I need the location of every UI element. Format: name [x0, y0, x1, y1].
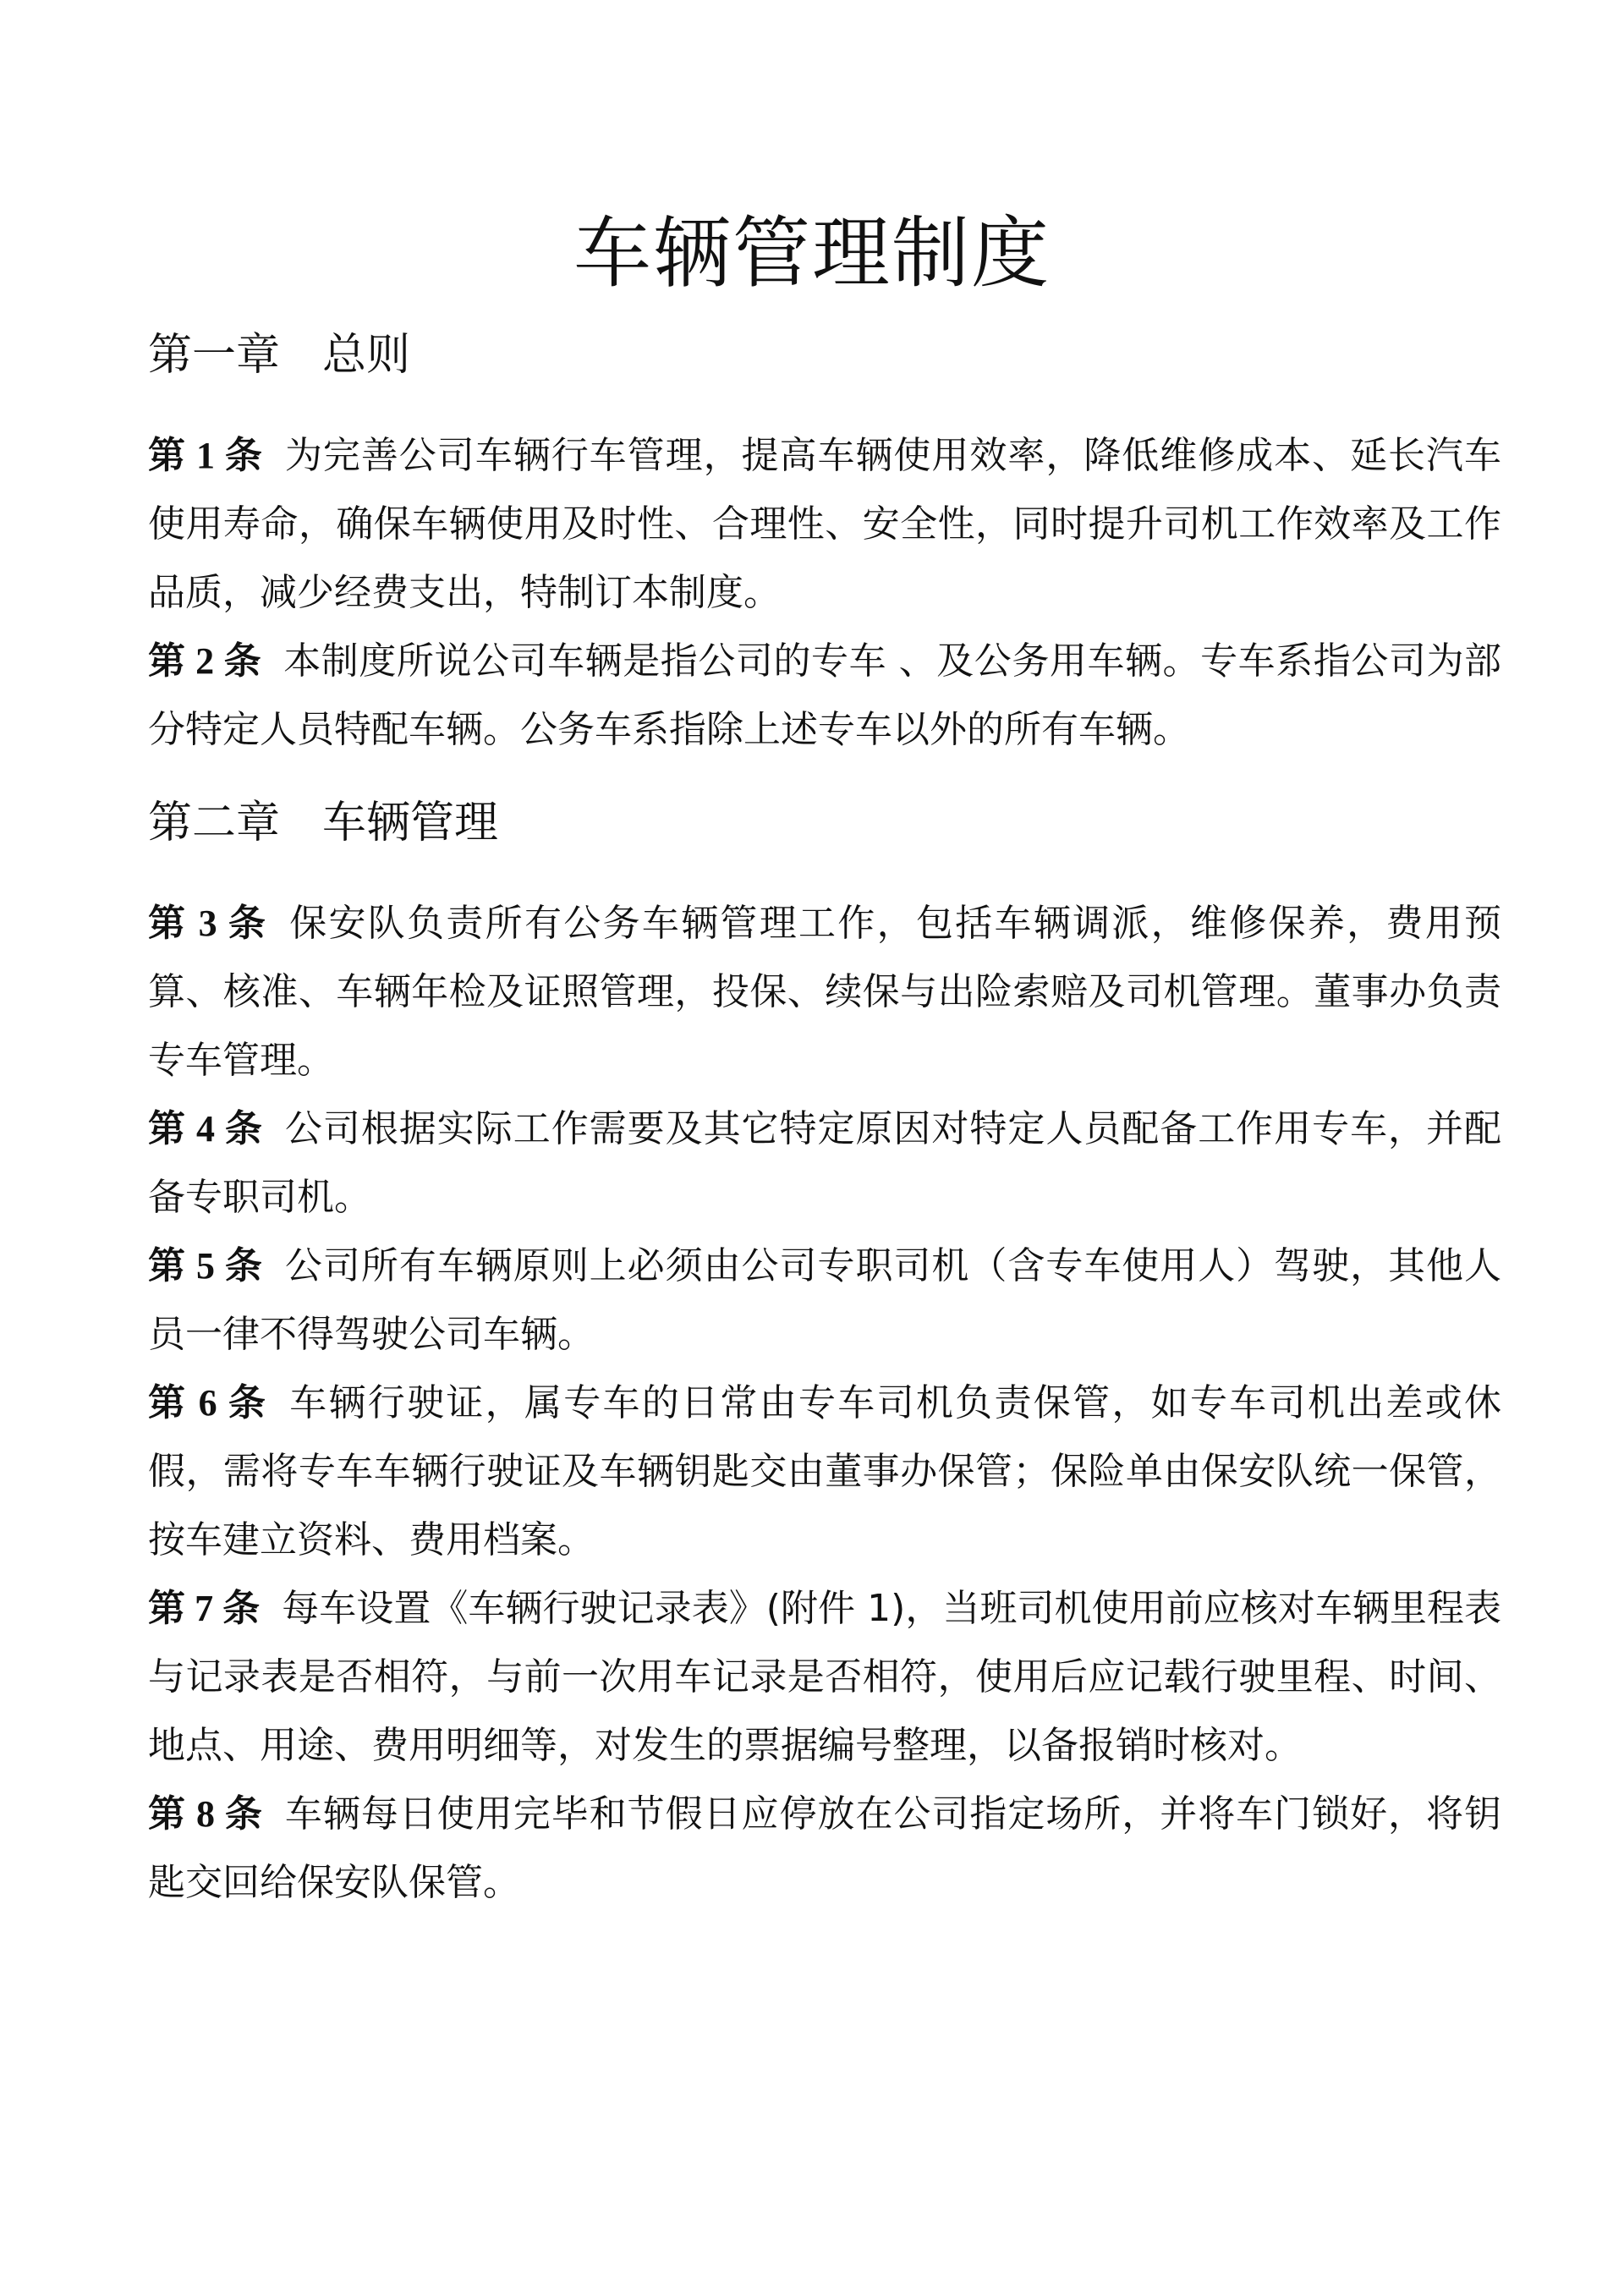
- article-7: [148, 1574, 1501, 1780]
- document-title: 车辆管理制度: [573, 208, 1051, 299]
- article-5: [148, 1232, 1501, 1369]
- article-text: 每车设置《车辆行驶记录表》(附件 1)，当班司机使用前应核对车辆里程表与记录表是否相符，与前一次用车记录是否相符，使用后应记载行驶里程、时间、地点、用途、费用明细等，对发生的票据编号整理，以备报销时核对。: [148, 1587, 1502, 1767]
- article-number: 第 3 条: [148, 903, 268, 944]
- article-text: 车辆行驶证，属专车的日常由专车司机负责保管，如专车司机出差或休假，需将专车车辆行驶证及车辆钥匙交由董事办保管；保险单由保安队统一保管，按车建立资料、费用档案。: [148, 1381, 1502, 1561]
- article-number: 第 4 条: [148, 1108, 263, 1150]
- article-4: [148, 1095, 1501, 1232]
- chapter-heading: [148, 789, 1501, 857]
- chapter-number: 第二章: [148, 798, 281, 848]
- article-text: 车辆每日使用完毕和节假日应停放在公司指定场所，并将车门锁好，将钥匙交回给保安队保管。: [148, 1792, 1502, 1904]
- article-text: 本制度所说公司车辆是指公司的专车 、及公务用车辆。专车系指公司为部分特定人员特配车辆。公务车系指除上述专车以外的所有车辆。: [148, 639, 1502, 751]
- article-number: 第 5 条: [148, 1245, 263, 1287]
- chapter-heading: [148, 321, 1501, 389]
- article-number: 第 8 条: [148, 1793, 263, 1835]
- article-number: 第 6 条: [148, 1382, 268, 1424]
- article-text: 公司根据实际工作需要及其它特定原因对特定人员配备工作用专车，并配备专职司机。: [148, 1107, 1502, 1219]
- chapter-name: 总则: [322, 330, 411, 381]
- article-8: [148, 1780, 1501, 1917]
- article-3: [148, 889, 1501, 1095]
- article-1: [148, 421, 1501, 627]
- chapter-name: 车辆管理: [322, 798, 499, 848]
- article-2: [148, 627, 1501, 764]
- article-number: 第 7 条: [148, 1588, 261, 1629]
- document-body: [148, 321, 1501, 1917]
- article-text: 为完善公司车辆行车管理，提高车辆使用效率，降低维修成本、延长汽车使用寿命，确保车辆使用及时性、合理性、安全性，同时提升司机工作效率及工作品质，减少经费支出，特制订本制度。: [148, 434, 1502, 614]
- article-text: 保安队负责所有公务车辆管理工作，包括车辆调派，维修保养，费用预算、核准、车辆年检及证照管理，投保、续保与出险索赔及司机管理。董事办负责专车管理。: [148, 902, 1502, 1082]
- article-number: 第 2 条: [148, 640, 262, 682]
- article-text: 公司所有车辆原则上必须由公司专职司机（含专车使用人）驾驶，其他人员一律不得驾驶公司车辆。: [148, 1244, 1502, 1356]
- article-number: 第 1 条: [148, 435, 263, 476]
- chapter-number: 第一章: [148, 330, 281, 381]
- article-6: [148, 1369, 1501, 1574]
